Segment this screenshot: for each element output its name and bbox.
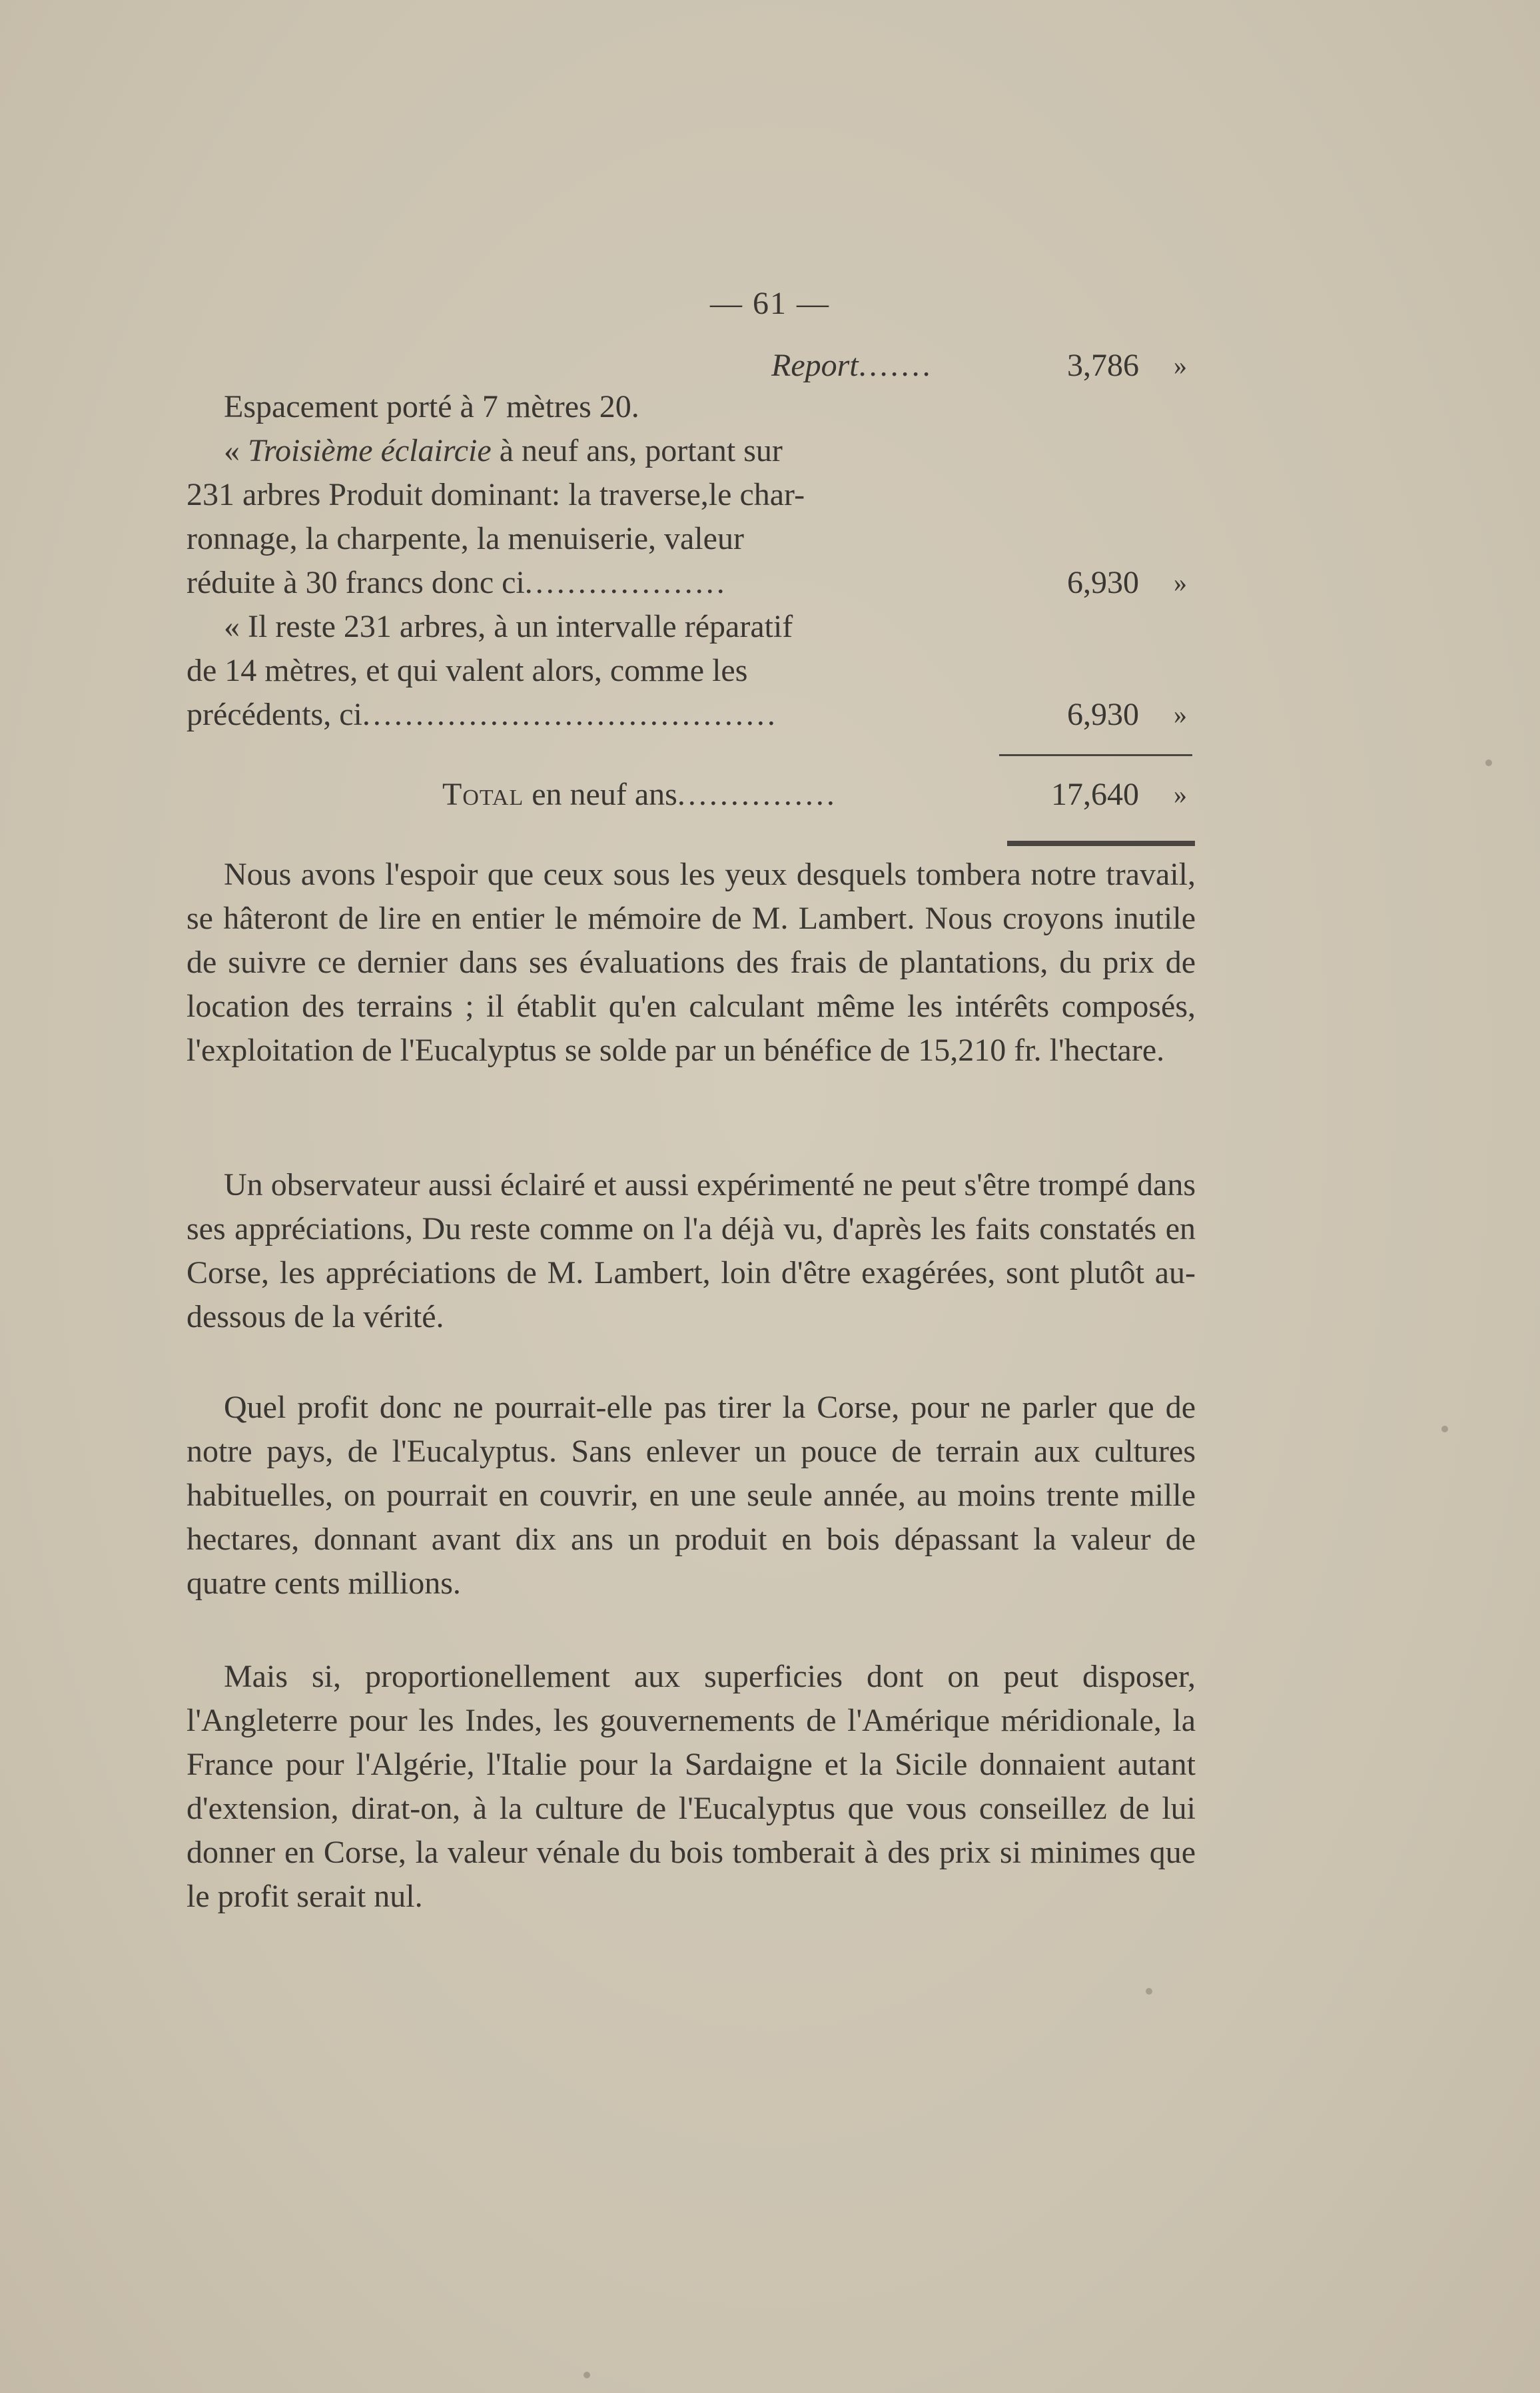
franc-mark: » [1174, 568, 1187, 598]
total-line [442, 774, 837, 815]
franc-mark: » [1174, 350, 1187, 380]
line-text: réduite à 30 francs donc ci [187, 565, 525, 600]
ledger-line: 231 arbres Produit dominant: la traverse,le char- [187, 477, 805, 512]
amount-a: 6,930 [1067, 565, 1139, 600]
total-amount: 17,640 [1051, 777, 1139, 812]
dots: ....................................... [362, 697, 778, 732]
franc-mark: » [1174, 700, 1187, 729]
page-number: — 61 — [710, 286, 830, 321]
report-amount: 3,786 [1067, 348, 1139, 383]
ledger-line: « Il reste 231 arbres, à un intervalle réparatif [224, 609, 793, 644]
report-line [771, 345, 933, 386]
ledger-line [187, 694, 778, 735]
amount-b: 6,930 [1067, 697, 1139, 732]
franc-mark: » [1174, 779, 1187, 809]
paper-speck [583, 2372, 590, 2378]
paragraph: Quel profit donc ne pourrait-elle pas tirer la Corse, pour ne parler que de notre pays, de l'Eucalyptus. Sans enlever un pouce de terrain aux cultures habituelles, on pourrait en couvrir, en une seule année, au moins trente mille hectares, donnant avant dix ans un produit en bois dépassant la valeur de quatre cents millions. [187, 1390, 1196, 1601]
troisieme-label: Troisième éclaircie [248, 433, 492, 468]
ledger-line: ronnage, la charpente, la menuiserie, valeur [187, 521, 744, 556]
paper-speck [1485, 759, 1492, 766]
total-rule [1007, 841, 1195, 846]
dots: ............... [677, 777, 837, 812]
ledger-line: Espacement porté à 7 mètres 20. [224, 389, 639, 424]
report-dots: ....... [858, 348, 933, 383]
paragraph: Nous avons l'espoir que ceux sous les yeux desquels tombera notre travail, se hâteront de lire en entier le mémoire de M. Lambert. Nous croyons inutile de suivre ce dernier dans ses évaluations des frais de plantations, du prix de location des terrains ; il établit qu'en calculant même les intérêts composés, l'exploitation de l'Eucalyptus se solde par un bénéfice de 15,210 fr. l'hectare. [187, 857, 1196, 1068]
paragraph: Mais si, proportionellement aux superficies dont on peut disposer, l'Angleterre pour les Indes, les gouvernements de l'Amérique méridionale, la France pour l'Algérie, l'Italie pour la Sardaigne et la Sicile donnaient autant d'extension, dirat-on, à la culture de l'Eucalyptus que vous conseillez de lui donner en Corse, la valeur vénale du bois tomberait à des prix si minimes que le profit serait nul. [187, 1659, 1196, 1914]
paper-speck [1146, 1988, 1152, 1995]
ledger-line: « Troisième éclaircie à neuf ans, portant sur [224, 433, 783, 468]
total-label: Total [442, 777, 524, 812]
ledger-line [187, 562, 727, 604]
sum-rule [999, 754, 1192, 756]
dots: ................... [524, 565, 727, 600]
paragraph: Un observateur aussi éclairé et aussi expérimenté ne peut s'être trompé dans ses appréciations, Du reste comme on l'a déjà vu, d'après les faits constatés en Corse, les appréciations de M. Lambert, loin d'être exagérées, sont plutôt au-dessous de la vérité. [187, 1167, 1196, 1334]
line-text: précédents, ci [187, 697, 362, 732]
total-rest: en neuf ans [524, 777, 677, 812]
paper-speck [1441, 1426, 1448, 1432]
ledger-line: de 14 mètres, et qui valent alors, comme les [187, 653, 748, 688]
report-label: Report [771, 348, 859, 383]
